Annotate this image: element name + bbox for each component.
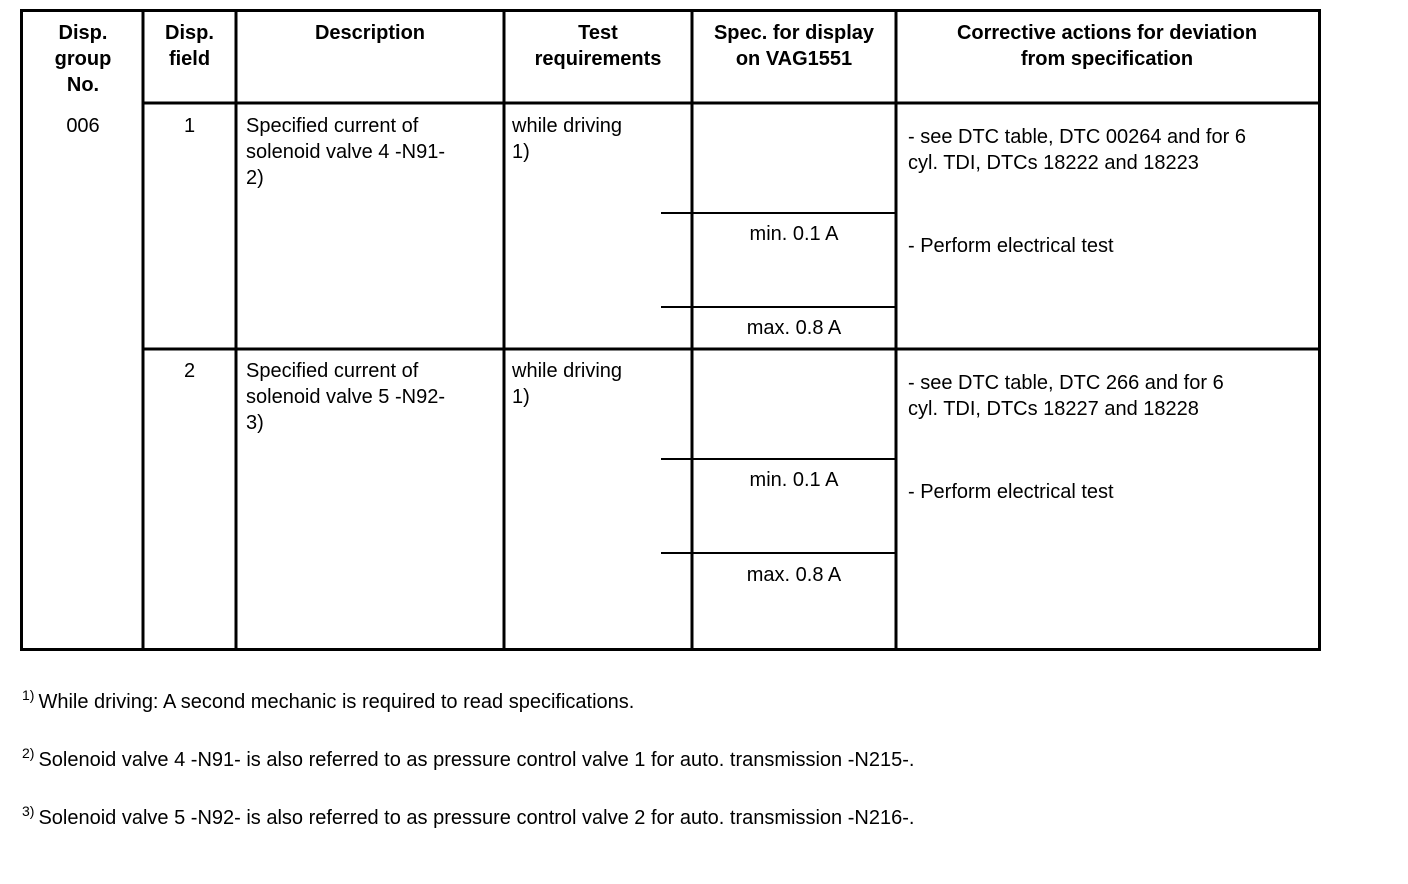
footnote-3-text: Solenoid valve 5 -N92- is also referred to as pressure control valve 2 for auto. transmission -N216-. bbox=[38, 807, 915, 829]
row-2-test: while driving 1) bbox=[512, 360, 623, 408]
footnote-2-mark: 2) bbox=[22, 745, 35, 761]
footnote-2-text: Solenoid valve 4 -N91- is also referred to as pressure control valve 1 for auto. transmission -N215-. bbox=[38, 749, 915, 771]
row-2-action-dtc: - see DTC table, DTC 266 and for 6 cyl. TDI, DTCs 18227 and 18228 bbox=[908, 372, 1224, 420]
header-field: Disp. field bbox=[165, 22, 214, 70]
row-2-spec-max: max. 0.8 A bbox=[746, 564, 842, 586]
footnote-1-mark: 1) bbox=[22, 687, 35, 703]
header-corrective-actions: Corrective actions for deviation from specification bbox=[956, 22, 1258, 70]
row-1-test: while driving 1) bbox=[512, 115, 623, 163]
row-1-action-test: - Perform electrical test bbox=[908, 235, 1114, 257]
row-1-description: Specified current of solenoid valve 4 -N91- 2) bbox=[246, 115, 445, 189]
header-test-requirements: Test requirements bbox=[534, 22, 662, 70]
footnote-1 bbox=[22, 682, 634, 715]
row-1-spec-min: min. 0.1 A bbox=[749, 223, 839, 245]
footnote-3-mark: 3) bbox=[22, 803, 35, 819]
row-2-description: Specified current of solenoid valve 5 -N92- 3) bbox=[246, 360, 445, 434]
row-1-field: 1 bbox=[183, 115, 196, 137]
header-group-no: Disp. group No. bbox=[54, 22, 112, 96]
row-2-field: 2 bbox=[183, 360, 196, 382]
header-spec-display: Spec. for display on VAG1551 bbox=[713, 22, 875, 70]
row-1-action-dtc: - see DTC table, DTC 00264 and for 6 cyl. TDI, DTCs 18222 and 18223 bbox=[908, 126, 1246, 174]
footnote-3 bbox=[22, 798, 914, 831]
row-2-spec-min: min. 0.1 A bbox=[749, 469, 839, 491]
row-2-action-test: - Perform electrical test bbox=[908, 481, 1114, 503]
row-1-spec-max: max. 0.8 A bbox=[746, 317, 842, 339]
footnote-2 bbox=[22, 740, 914, 773]
group-number: 006 bbox=[66, 115, 100, 137]
header-description: Description bbox=[314, 22, 426, 44]
footnote-1-text: While driving: A second mechanic is required to read specifications. bbox=[38, 691, 635, 713]
